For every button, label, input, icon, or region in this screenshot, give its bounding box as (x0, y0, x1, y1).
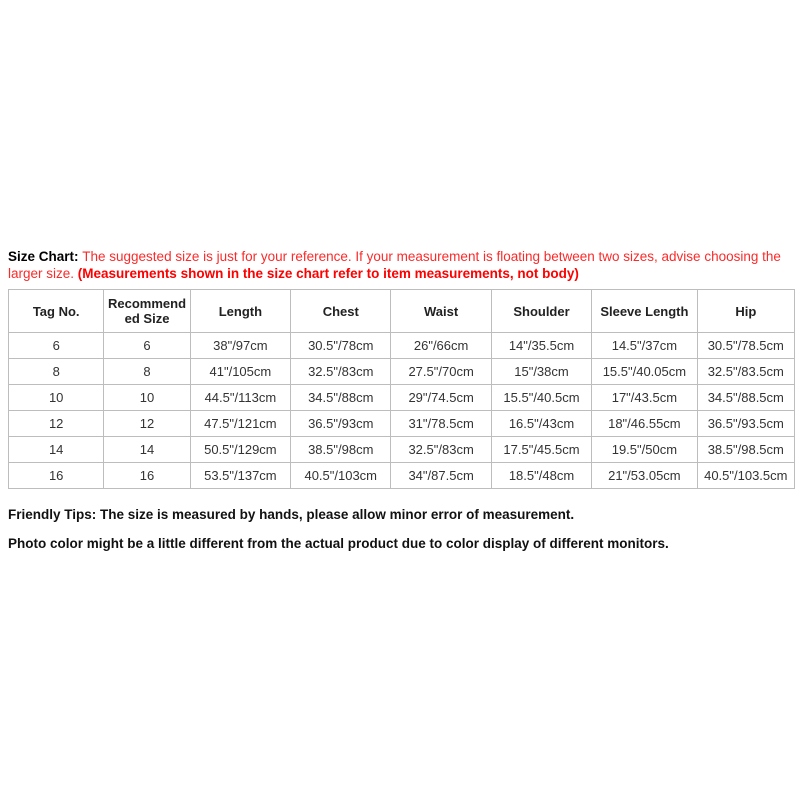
table-cell-hip: 38.5"/98.5cm (697, 437, 794, 463)
table-cell-length: 38"/97cm (190, 333, 290, 359)
table-cell-tag-no: 14 (9, 437, 104, 463)
table-cell-recommended-size: 12 (104, 411, 190, 437)
table-cell-shoulder: 15"/38cm (491, 359, 591, 385)
table-cell-tag-no: 8 (9, 359, 104, 385)
table-cell-recommended-size: 8 (104, 359, 190, 385)
size-table-body (9, 333, 795, 489)
column-header-recommended-size: Recommended Size (104, 290, 190, 333)
table-cell-tag-no: 16 (9, 463, 104, 489)
column-header-chest: Chest (291, 290, 391, 333)
table-cell-waist: 29"/74.5cm (391, 385, 491, 411)
table-cell-tag-no: 12 (9, 411, 104, 437)
table-cell-sleeve-length: 15.5"/40.05cm (592, 359, 697, 385)
table-cell-length: 44.5"/113cm (190, 385, 290, 411)
friendly-tips-text: Friendly Tips: The size is measured by hands, please allow minor error of measurement. (8, 507, 575, 522)
table-cell-hip: 30.5"/78.5cm (697, 333, 794, 359)
table-cell-shoulder: 15.5"/40.5cm (491, 385, 591, 411)
size-note-bold: (Measurements shown in the size chart refer to item measurements, not body) (77, 266, 579, 281)
table-row (9, 359, 795, 385)
table-cell-sleeve-length: 21"/53.05cm (592, 463, 697, 489)
table-cell-length: 53.5"/137cm (190, 463, 290, 489)
table-cell-chest: 38.5"/98cm (291, 437, 391, 463)
size-note-regular: The suggested size is just for your reference. If your measurement is floating between two sizes, advise choosing the larger size. (8, 249, 781, 281)
table-cell-sleeve-length: 19.5"/50cm (592, 437, 697, 463)
table-cell-recommended-size: 6 (104, 333, 190, 359)
size-chart-note (8, 248, 796, 282)
header-row (9, 290, 795, 333)
table-cell-chest: 30.5"/78cm (291, 333, 391, 359)
size-table (8, 289, 795, 489)
table-cell-sleeve-length: 18"/46.55cm (592, 411, 697, 437)
size-table-head (9, 290, 795, 333)
size-chart-label: Size Chart: (8, 249, 83, 264)
table-row (9, 463, 795, 489)
table-row (9, 437, 795, 463)
table-cell-recommended-size: 16 (104, 463, 190, 489)
table-cell-tag-no: 6 (9, 333, 104, 359)
table-cell-recommended-size: 10 (104, 385, 190, 411)
table-cell-length: 50.5"/129cm (190, 437, 290, 463)
table-cell-shoulder: 17.5"/45.5cm (491, 437, 591, 463)
column-header-sleeve-length: Sleeve Length (592, 290, 697, 333)
table-cell-recommended-size: 14 (104, 437, 190, 463)
table-cell-hip: 40.5"/103.5cm (697, 463, 794, 489)
table-cell-waist: 27.5"/70cm (391, 359, 491, 385)
table-cell-chest: 40.5"/103cm (291, 463, 391, 489)
column-header-tag-no: Tag No. (9, 290, 104, 333)
table-cell-tag-no: 10 (9, 385, 104, 411)
table-row (9, 385, 795, 411)
column-header-length: Length (190, 290, 290, 333)
table-cell-chest: 32.5"/83cm (291, 359, 391, 385)
table-cell-shoulder: 16.5"/43cm (491, 411, 591, 437)
table-cell-shoulder: 18.5"/48cm (491, 463, 591, 489)
table-row (9, 411, 795, 437)
table-cell-waist: 32.5"/83cm (391, 437, 491, 463)
column-header-waist: Waist (391, 290, 491, 333)
table-cell-shoulder: 14"/35.5cm (491, 333, 591, 359)
table-cell-hip: 36.5"/93.5cm (697, 411, 794, 437)
size-chart-content (8, 248, 796, 551)
table-cell-length: 47.5"/121cm (190, 411, 290, 437)
table-cell-sleeve-length: 17"/43.5cm (592, 385, 697, 411)
table-cell-hip: 34.5"/88.5cm (697, 385, 794, 411)
column-header-hip: Hip (697, 290, 794, 333)
table-cell-waist: 34"/87.5cm (391, 463, 491, 489)
table-cell-waist: 31"/78.5cm (391, 411, 491, 437)
table-cell-chest: 34.5"/88cm (291, 385, 391, 411)
table-cell-length: 41"/105cm (190, 359, 290, 385)
table-row (9, 333, 795, 359)
column-header-shoulder: Shoulder (491, 290, 591, 333)
table-cell-chest: 36.5"/93cm (291, 411, 391, 437)
table-cell-waist: 26"/66cm (391, 333, 491, 359)
photo-color-note: Photo color might be a little different from the actual product due to color display of different monitors. (8, 536, 669, 551)
table-cell-sleeve-length: 14.5"/37cm (592, 333, 697, 359)
table-cell-hip: 32.5"/83.5cm (697, 359, 794, 385)
